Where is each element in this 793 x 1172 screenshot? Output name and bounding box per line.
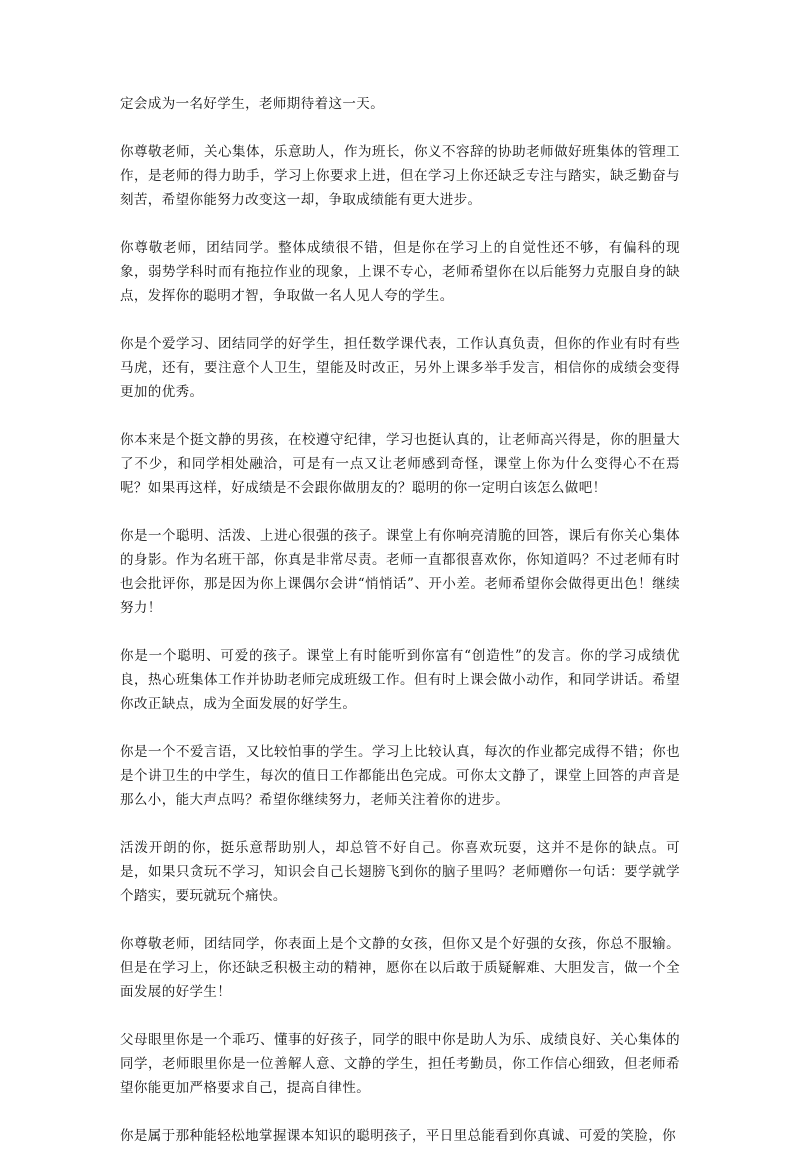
document-body xyxy=(120,92,680,1172)
paragraph: 你尊敬老师，团结同学。整体成绩很不错，但是你在学习上的自觉性还不够，有偏科的现象，弱势学科时而有拖拉作业的现象，上课不专心，老师希望你在以后能努力克服自身的缺点，发挥你的聪明才智，争取做一名人见人夸的学生。 xyxy=(120,240,680,304)
paragraph: 活泼开朗的你，挺乐意帮助别人，却总管不好自己。你喜欢玩耍，这并不是你的缺点。可是，如果只贪玩不学习，知识会自己长翅膀飞到你的脑子里吗？老师赠你一句话：要学就学个踏实，要玩就玩个痛快。 xyxy=(120,840,680,904)
paragraph: 你是一个不爱言语，又比较怕事的学生。学习上比较认真，每次的作业都完成得不错；你也是个讲卫生的中学生，每次的值日工作都能出色完成。可你太文静了，课堂上回答的声音是那么小，能大声点吗？希望你继续努力，老师关注着你的进步。 xyxy=(120,744,680,808)
paragraph: 父母眼里你是一个乖巧、懂事的好孩子，同学的眼中你是助人为乐、成绩良好、关心集体的同学，老师眼里你是一位善解人意、文静的学生，担任考勤员，你工作信心细致，但老师希望你能更加严格要求自己，提高自律性。 xyxy=(120,1032,680,1096)
paragraph: 定会成为一名好学生，老师期待着这一天。 xyxy=(120,96,385,112)
paragraph: 你是一个聪明、活泼、上进心很强的孩子。课堂上有你响亮清脆的回答，课后有你关心集体的身影。作为名班干部，你真是非常尽责。老师一直都很喜欢你，你知道吗？不过老师有时也会批评你，那是因为你上课偶尔会讲“悄悄话”、开小差。老师希望你会做得更出色！继续努力！ xyxy=(120,528,680,616)
paragraph: 你是属于那种能轻松地掌握课本知识的聪明孩子，平日里总能看到你真诚、可爱的笑脸，你 xyxy=(120,1128,676,1144)
paragraph: 你尊敬老师，关心集体，乐意助人，作为班长，你义不容辞的协助老师做好班集体的管理工作，是老师的得力助手，学习上你要求上进，但在学习上你还缺乏专注与踏实，缺乏勤奋与刻苦，希望你能努力改变这一却，争取成绩能有更大进步。 xyxy=(120,144,680,208)
paragraph: 你尊敬老师，团结同学，你表面上是个文静的女孩，但你又是个好强的女孩，你总不服输。但是在学习上，你还缺乏积极主动的精神，愿你在以后敢于质疑解难、大胆发言，做一个全面发展的好学生！ xyxy=(120,936,680,1000)
paragraph: 你是一个聪明、可爱的孩子。课堂上有时能听到你富有“创造性”的发言。你的学习成绩优良，热心班集体工作并协助老师完成班级工作。但有时上课会做小动作，和同学讲话。希望你改正缺点，成为全面发展的好学生。 xyxy=(120,648,680,712)
paragraph: 你本来是个挺文静的男孩，在校遵守纪律，学习也挺认真的，让老师高兴得是，你的胆量大了不少，和同学相处融洽，可是有一点又让老师感到奇怪，课堂上你为什么变得心不在焉呢？如果再这样，好成绩是不会跟你做朋友的？聪明的你一定明白该怎么做吧！ xyxy=(120,432,680,496)
paragraph: 你是个爱学习、团结同学的好学生，担任数学课代表，工作认真负责，但你的作业有时有些马虎，还有，要注意个人卫生，望能及时改正，另外上课多举手发言，相信你的成绩会变得更加的优秀。 xyxy=(120,336,680,400)
